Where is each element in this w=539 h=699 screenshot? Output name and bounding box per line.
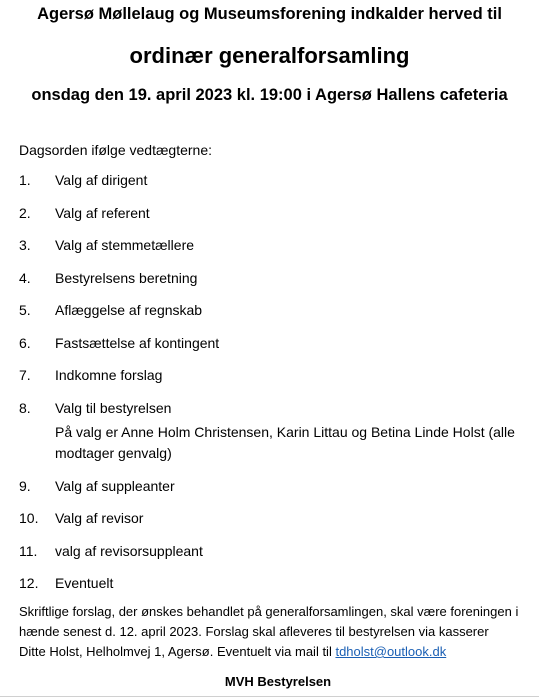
agenda-item-number: 12.: [19, 575, 39, 591]
agenda-item-number: 11.: [19, 542, 38, 559]
agenda-item-label: Aflæggelse af regnskab: [55, 302, 203, 318]
agenda-item-label: Fastsættelse af kontingent: [55, 334, 220, 351]
agenda-item-number: 8.: [19, 399, 31, 416]
signature: MVH Bestyrelsen: [224, 674, 332, 689]
agenda-item: [19, 396, 534, 474]
agenda-item-label: Indkomne forslag: [55, 367, 163, 383]
agenda-item: [19, 539, 534, 572]
agenda-item: [19, 506, 534, 539]
agenda-item-number: 2.: [19, 204, 31, 221]
agenda-item: [19, 298, 534, 331]
agenda-item-number: 10.: [19, 510, 39, 526]
agenda-item-label: Eventuelt: [55, 575, 114, 591]
header-date-location: onsdag den 19. april 2023 kl. 19:00 i Agersø Hallens cafeteria: [31, 86, 508, 104]
agenda-item-number: 4.: [19, 269, 31, 286]
agenda-item: [19, 266, 534, 299]
agenda-item-label: Valg af stemmetællere: [55, 237, 195, 253]
agenda-item-note: På valg er Anne Holm Christensen, Karin Littau og Betina Linde Holst (alle modtager genvalg): [55, 423, 515, 461]
agenda-item: [19, 233, 534, 266]
agenda-item: [19, 571, 534, 604]
agenda-list: [19, 168, 534, 604]
agenda-item-label: Valg af revisor: [55, 510, 144, 526]
email-link[interactable]: tdholst@outlook.dk: [335, 644, 447, 659]
agenda-item-label: Valg af referent: [55, 204, 150, 221]
page-divider: [0, 696, 539, 697]
agenda-item-label: Valg af dirigent: [55, 172, 148, 188]
agenda-item-label: Bestyrelsens beretning: [55, 269, 198, 286]
agenda-item: [19, 201, 534, 234]
header-title: ordinær generalforsamling: [129, 43, 410, 68]
agenda-item: [19, 168, 534, 201]
agenda-item: [19, 331, 534, 364]
closing-text: Skriftlige forslag, der ønskes behandlet på generalforsamlingen, skal være foreningen i hænde senest d. 12. april 2023. Forslag skal afleveres til bestyrelsen via kasserer Ditte Holst, Helholmvej 1, Agersø. Eventuelt via mail til: [19, 604, 519, 659]
agenda-item-number: 7.: [19, 367, 31, 383]
agenda-item: [19, 474, 534, 507]
agenda-item-label: valg af revisorsuppleant: [55, 542, 203, 559]
closing-paragraph: [19, 602, 519, 662]
agenda-item-number: 1.: [19, 172, 31, 188]
agenda-item-number: 6.: [19, 334, 31, 351]
agenda-item-number: 9.: [19, 477, 31, 494]
header-organisation: Agersø Møllelaug og Museumsforening indkalder herved til: [37, 5, 502, 23]
agenda-item: [19, 363, 534, 396]
agenda-item-number: 5.: [19, 302, 31, 318]
agenda-item-label: Valg af suppleanter: [55, 477, 175, 494]
agenda-item-number: 3.: [19, 237, 31, 253]
agenda-item-label: Valg til bestyrelsen: [55, 399, 172, 416]
agenda-intro: Dagsorden ifølge vedtægterne:: [19, 142, 212, 158]
